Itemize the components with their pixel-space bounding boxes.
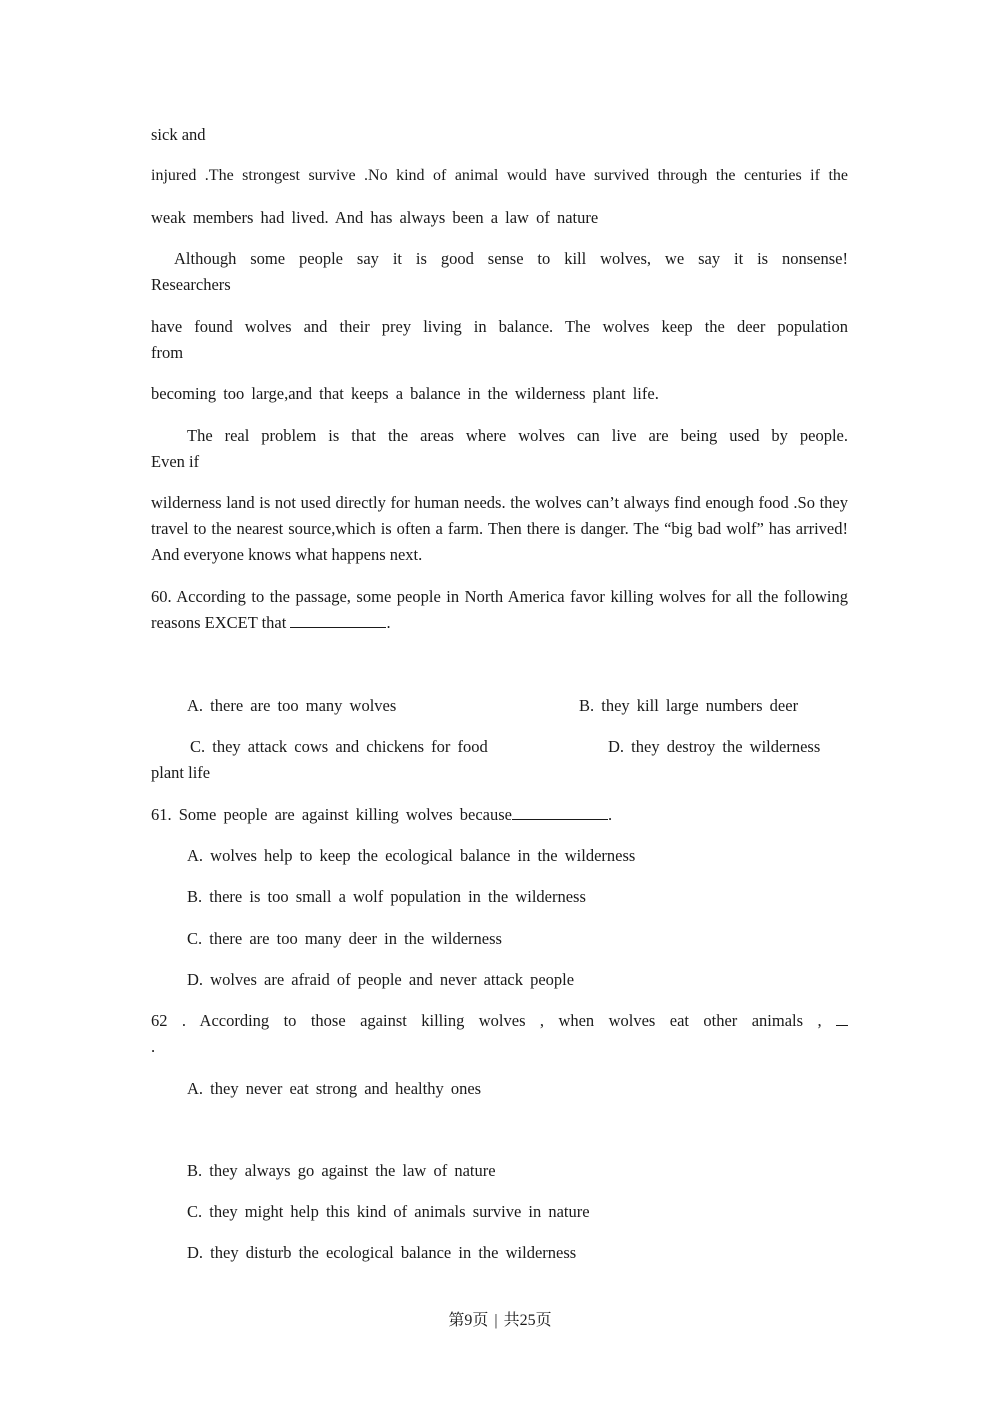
passage-line: from	[151, 343, 184, 362]
question-stem-text: 61. Some people are against killing wolves because	[151, 805, 512, 824]
answer-blank	[290, 613, 386, 628]
passage-paragraph-line: The real problem is that the areas where wolves can live are being used by people.	[187, 426, 848, 445]
passage-paragraph-line: Although some people say it is good sense to kill wolves, we say it is nonsense!	[174, 249, 848, 268]
question-60-stem	[151, 584, 848, 636]
passage-line: weak members had lived. And has always been a law of nature	[151, 208, 599, 227]
option-d: D. they destroy the wilderness	[608, 737, 821, 756]
page-footer	[0, 1310, 1000, 1332]
passage-line: have found wolves and their prey living in balance. The wolves keep the deer population	[151, 317, 848, 336]
question-stem-end: .	[608, 805, 613, 824]
question-stem-end: .	[151, 1037, 156, 1056]
question-62-stem	[151, 1008, 848, 1034]
option-a: A. they never eat strong and healthy ones	[187, 1079, 482, 1098]
option-d: D. they disturb the ecological balance in the wilderness	[187, 1243, 577, 1262]
option-d: D. wolves are afraid of people and never attack people	[187, 970, 575, 989]
option-c: C. they might help this kind of animals survive in nature	[187, 1202, 590, 1221]
passage-line: sick and	[151, 125, 206, 144]
page-total: 共25页	[503, 1312, 552, 1329]
question-stem-end: .	[386, 613, 391, 632]
question-stem-text: 60. According to the passage, some people in North America favor killing wolves for all the following reasons EXCET that	[151, 587, 848, 632]
answer-blank	[836, 1011, 848, 1026]
question-stem-text: 62 . According to those against killing wolves , when wolves eat other animals ,	[151, 1011, 822, 1030]
footer-separator: |	[494, 1312, 498, 1329]
passage-paragraph: wilderness land is not used directly for human needs. the wolves can’t always find enough food .So they travel to the nearest source,which is often a farm. Then there is danger. The “big bad wolf” has arrived! And everyone knows what happens next.	[151, 493, 848, 564]
answer-blank	[512, 805, 608, 820]
option-c: C. there are too many deer in the wilderness	[187, 929, 502, 948]
passage-line: injured .The strongest survive .No kind of animal would have survived through the centuries if the	[151, 167, 848, 184]
passage-line: Even if	[151, 452, 200, 471]
page-number: 第9页	[448, 1312, 489, 1329]
passage-line: Researchers	[151, 275, 231, 294]
option-a: A. wolves help to keep the ecological balance in the wilderness	[187, 846, 636, 865]
option-b: B. they always go against the law of nature	[187, 1161, 496, 1180]
passage-line: becoming too large,and that keeps a balance in the wilderness plant life.	[151, 384, 659, 403]
option-b: B. they kill large numbers deer	[579, 696, 799, 715]
question-61-stem	[151, 802, 612, 828]
option-b: B. there is too small a wolf population in the wilderness	[187, 887, 586, 906]
option-d-continued: plant life	[151, 763, 211, 782]
option-c: C. they attack cows and chickens for food	[190, 737, 488, 756]
option-a: A. there are too many wolves	[187, 696, 397, 715]
